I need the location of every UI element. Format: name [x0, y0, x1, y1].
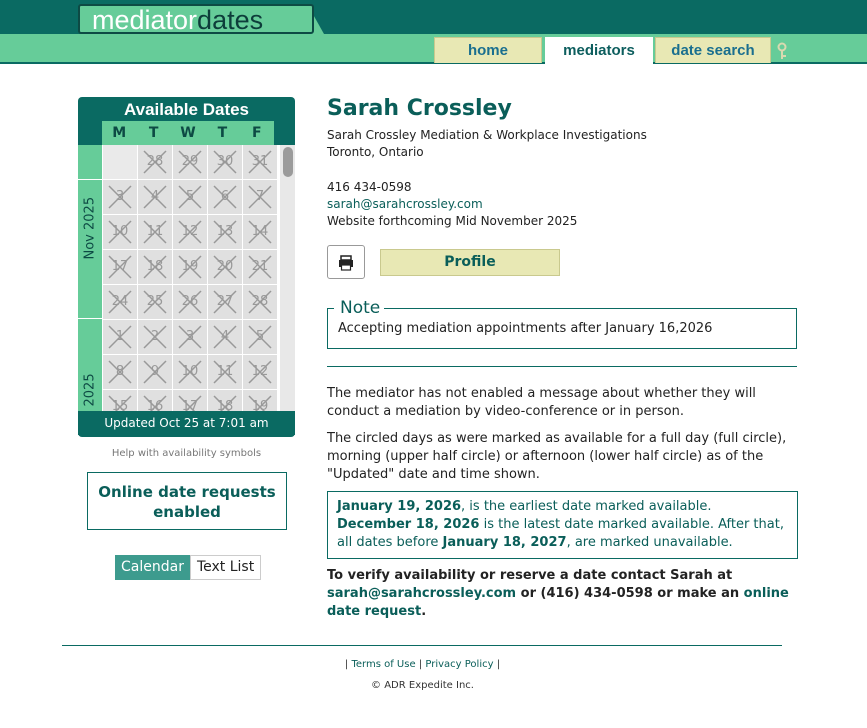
day-header-thu: T [217, 125, 228, 141]
tab-mediators[interactable]: mediators [545, 37, 653, 64]
privacy-policy-link[interactable]: Privacy Policy [425, 659, 494, 670]
day-number: 13 [216, 224, 234, 239]
calendar-scrollbar[interactable] [280, 145, 295, 411]
calendar-day-headers [102, 121, 274, 145]
printer-icon [328, 246, 364, 278]
calendar-day-cell [208, 390, 242, 411]
day-number: 12 [181, 224, 199, 239]
day-number: 28 [251, 294, 269, 309]
day-number: 6 [220, 189, 230, 204]
calendar-day-cell [103, 215, 137, 249]
verify-suffix: . [421, 604, 427, 619]
calendar-day-cell [138, 285, 172, 319]
day-number: 29 [181, 154, 199, 169]
day-number: 12 [251, 364, 269, 379]
verify-email-link[interactable]: sarah@sarahcrossley.com [327, 586, 517, 601]
day-number: 27 [216, 294, 234, 309]
video-conference-message: The mediator has not enabled a message about whether they will conduct a mediation by video-conference or in person. [327, 386, 756, 419]
calendar-day-cell [208, 285, 242, 319]
calendar-day-cell [243, 355, 277, 389]
calendar-day-cell [173, 390, 207, 411]
day-number: 10 [181, 364, 199, 379]
calendar-day-cell [138, 320, 172, 354]
day-number: 31 [251, 154, 269, 169]
note-border-left [328, 308, 334, 309]
copyright: © ADR Expedite Inc. [371, 680, 474, 691]
calendar-view-button[interactable]: Calendar [115, 555, 190, 580]
day-number: 19 [181, 259, 199, 274]
calendar-day-cell [138, 355, 172, 389]
calendar-day-cell [208, 180, 242, 214]
terms-of-use-link[interactable]: Terms of Use [351, 659, 416, 670]
verify-prefix: To verify availability or reserve a date contact Sarah at [327, 568, 733, 583]
day-number: 9 [150, 364, 160, 379]
calendar-day-cell [243, 180, 277, 214]
day-number: 3 [115, 189, 125, 204]
calendar-day-cell [103, 355, 137, 389]
online-date-request-link[interactable]: online date request [327, 586, 789, 619]
latest-date: December 18, 2026 [337, 517, 480, 532]
note-title: Note [340, 298, 381, 318]
calendar-day-cell [243, 145, 277, 179]
calendar-day-cell [103, 145, 137, 179]
day-number: 18 [216, 399, 234, 411]
calendar-day-cell [103, 285, 137, 319]
day-header-wed: W [180, 125, 196, 141]
calendar-scrollbar-thumb[interactable] [283, 147, 293, 177]
footer-divider [62, 645, 782, 646]
footer-links: | Terms of Use | Privacy Policy | [344, 659, 501, 670]
text-list-view-button[interactable]: Text List [190, 555, 261, 580]
day-number: 30 [216, 154, 234, 169]
calendar-scroll-area[interactable] [78, 145, 295, 411]
calendar-title: Available Dates [123, 100, 250, 119]
latest-text: is the latest date marked available. After that, all dates before [337, 517, 784, 550]
availability-calendar [78, 97, 295, 437]
calendar-day-cell [173, 215, 207, 249]
calendar-day-cell [173, 285, 207, 319]
day-number: 18 [146, 259, 164, 274]
view-toggle [115, 555, 261, 580]
mediator-email-link[interactable]: sarah@sarahcrossley.com [327, 197, 483, 211]
mediator-website: Website forthcoming Mid November 2025 [327, 214, 578, 228]
day-number: 2 [150, 329, 160, 344]
month-band-dec [78, 319, 102, 411]
month-band-oct [78, 145, 102, 179]
day-number: 5 [185, 189, 195, 204]
day-number: 5 [255, 329, 265, 344]
day-number: 10 [111, 224, 129, 239]
calendar-day-cell [243, 250, 277, 284]
day-number: 8 [115, 364, 125, 379]
day-number: 4 [220, 329, 230, 344]
calendar-day-cell [103, 390, 137, 411]
calendar-day-cell [243, 320, 277, 354]
calendar-day-cell [103, 320, 137, 354]
day-number: 4 [150, 189, 160, 204]
tab-date-search[interactable]: date search [655, 37, 771, 63]
calendar-day-cell [138, 250, 172, 284]
unavailable-before-date: January 18, 2027 [442, 535, 567, 550]
day-number: 19 [251, 399, 269, 411]
mediator-phone: 416 434-0598 [327, 180, 412, 194]
day-number: 28 [146, 154, 164, 169]
availability-help-link[interactable]: Help with availability symbols [111, 448, 262, 459]
month-label-nov: Nov 2025 [82, 196, 98, 260]
verify-contact-text [327, 567, 797, 621]
logo-part-mediator: mediator [92, 5, 198, 35]
tab-home[interactable]: home [434, 37, 542, 63]
before-text: , are marked unavailable. [566, 535, 733, 550]
calendar-day-cell [173, 145, 207, 179]
day-number: 26 [181, 294, 199, 309]
calendar-day-cell [138, 215, 172, 249]
month-band-nov [78, 180, 102, 318]
day-number: 16 [146, 399, 164, 411]
day-number: 24 [111, 294, 129, 309]
day-number: 20 [216, 259, 234, 274]
mediator-location: Toronto, Ontario [327, 145, 424, 159]
day-number: 14 [251, 224, 269, 239]
calendar-day-cell [208, 215, 242, 249]
day-number: 7 [255, 189, 265, 204]
mediator-email-line [327, 197, 483, 211]
content-divider [327, 366, 797, 367]
day-number: 25 [146, 294, 164, 309]
note-box [327, 298, 797, 349]
day-header-mon: M [112, 125, 127, 141]
calendar-day-cell [208, 145, 242, 179]
calendar-day-cell [103, 250, 137, 284]
earliest-text: , is the earliest date marked available. [461, 499, 712, 514]
month-label-dec: 2025 [82, 373, 98, 407]
day-number: 1 [115, 329, 125, 344]
mediator-company: Sarah Crossley Mediation & Workplace Investigations [327, 128, 647, 142]
day-number: 21 [251, 259, 269, 274]
date-range-summary [327, 491, 798, 559]
calendar-day-cell [208, 355, 242, 389]
day-number: 15 [111, 399, 129, 411]
note-border-right [384, 308, 797, 309]
calendar-updated-time: Updated Oct 25 at 7:01 am [78, 411, 295, 435]
logo-part-dates: dates [197, 5, 264, 35]
day-number: 17 [111, 259, 129, 274]
calendar-day-cell [173, 180, 207, 214]
online-requests-badge: Online date requests enabled [87, 472, 287, 530]
calendar-day-cell [173, 355, 207, 389]
calendar-day-cell [173, 320, 207, 354]
profile-button[interactable]: Profile [380, 249, 560, 276]
mediator-name: Sarah Crossley [327, 96, 512, 121]
day-number: 17 [181, 399, 199, 411]
day-number: 11 [146, 224, 164, 239]
calendar-day-cell [243, 390, 277, 411]
calendar-day-cell [138, 390, 172, 411]
calendar-day-cell [208, 250, 242, 284]
calendar-day-cell [243, 285, 277, 319]
circled-days-explanation: The circled days as were marked as available for a full day (full circle), morning (upper half circle) or afternoon (lower half circle) as of the "Updated" date and time shown. [327, 431, 787, 482]
note-text: Accepting mediation appointments after January 16,2026 [338, 321, 713, 336]
key-icon[interactable] [776, 42, 788, 60]
site-header [0, 0, 867, 64]
calendar-day-cell [208, 320, 242, 354]
verify-middle: or (416) 434-0598 or make an [516, 586, 744, 601]
day-header-fri: F [252, 125, 262, 141]
day-number: 11 [216, 364, 234, 379]
earliest-date: January 19, 2026 [337, 499, 462, 514]
calendar-day-cell [138, 180, 172, 214]
calendar-day-cell [103, 180, 137, 214]
site-logo[interactable] [78, 4, 314, 34]
day-header-tue: T [148, 125, 159, 141]
print-button[interactable] [327, 245, 365, 279]
calendar-day-cell [173, 250, 207, 284]
calendar-day-cell [138, 145, 172, 179]
day-number: 3 [185, 329, 195, 344]
calendar-day-cell [243, 215, 277, 249]
